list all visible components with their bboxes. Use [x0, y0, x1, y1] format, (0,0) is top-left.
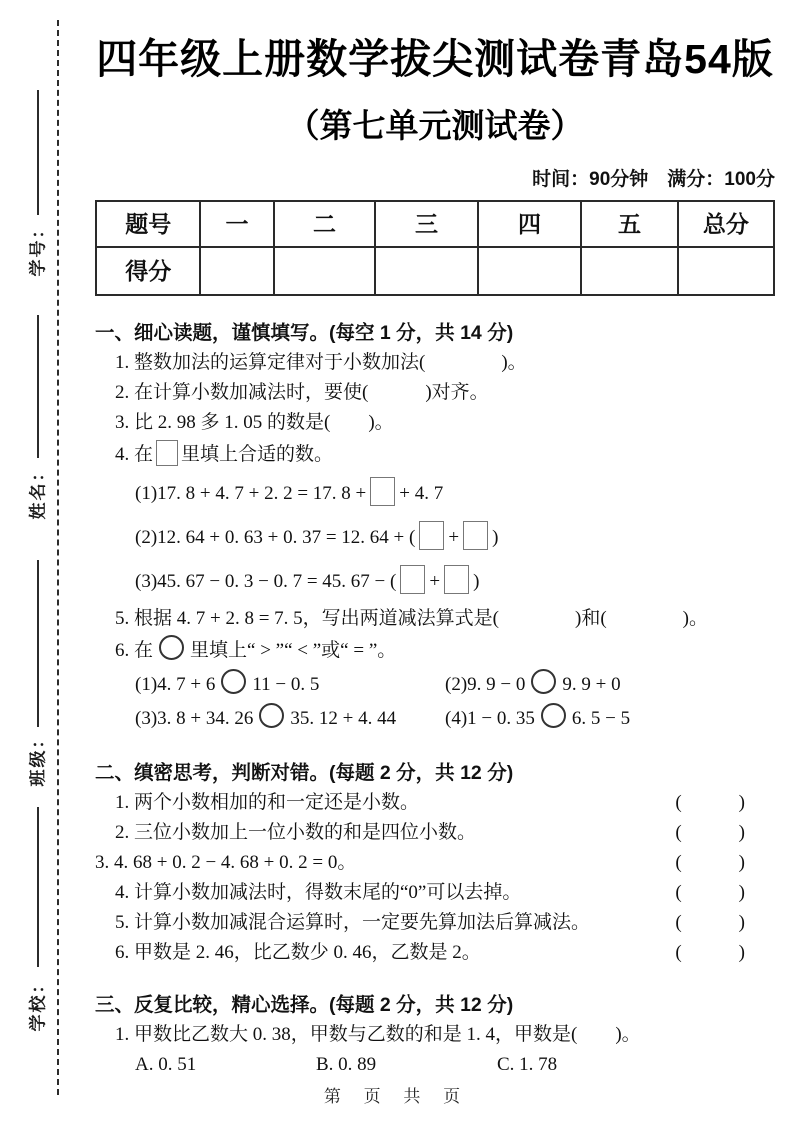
- fill-question-3: 3. 比 2. 98 多 1. 05 的数是( )。: [115, 412, 394, 433]
- score-table-col-5: 五: [581, 201, 677, 247]
- score-table-value-row: [96, 247, 774, 295]
- choice-question-1: 1. 甲数比乙数大 0. 38，甲数与乙数的和是 1. 4，甲数是( )。: [115, 1024, 641, 1045]
- comparison-circle-icon: [221, 669, 246, 694]
- section-choice-heading: 三、反复比较，精心选择。(每题 2 分，共 12 分): [95, 994, 514, 1016]
- footer-page-number: 第 页 共 页: [323, 1087, 470, 1106]
- answer-box-icon: [463, 521, 488, 550]
- equation-text: ): [473, 571, 480, 592]
- judge-item-text: 1. 两个小数相加的和一定还是小数。: [115, 792, 420, 813]
- option-b: B. 0. 89: [316, 1054, 377, 1075]
- equation-text: (2)9. 9 − 0: [445, 674, 526, 695]
- judge-item-5: [95, 908, 775, 938]
- student-name-fill-line: [37, 315, 39, 458]
- fill-question-4-stem: [95, 438, 775, 472]
- equation-text: +: [429, 571, 441, 592]
- judge-answer-blank: ( ): [675, 942, 745, 963]
- main-content: [95, 0, 775, 1080]
- option-a: A. 0. 51: [135, 1054, 197, 1075]
- equation-text: (3)45. 67 − 0. 3 − 0. 7 = 45. 67 − (: [135, 571, 397, 592]
- score-cell-5: [581, 247, 677, 295]
- judge-item-text: 6. 甲数是 2. 46，比乙数少 0. 46，乙数是 2。: [115, 942, 481, 963]
- judge-item-text: 4. 计算小数加减法时，得数末尾的“0”可以去掉。: [115, 882, 522, 903]
- judge-item-text: 2. 三位小数加上一位小数的和是四位小数。: [115, 822, 477, 843]
- score-table: [95, 200, 775, 296]
- judge-item-3: [95, 848, 775, 878]
- judge-answer-blank: ( ): [675, 882, 745, 903]
- school-label: 学校：: [28, 974, 47, 1032]
- equation-text: (2)12. 64 + 0. 63 + 0. 37 = 12. 64 + (: [135, 527, 416, 548]
- score-table-col-4: 四: [478, 201, 582, 247]
- score-table-col-2: 二: [274, 201, 376, 247]
- score-table-col-1: 一: [200, 201, 273, 247]
- fill-question-1: 1. 整数加法的运算定律对于小数加法( )。: [115, 352, 527, 373]
- fill-question-4-item-1: [95, 472, 775, 516]
- answer-box-icon: [156, 440, 178, 466]
- dashed-cut-line: [57, 20, 59, 1095]
- equation-text: + 4. 7: [399, 483, 444, 504]
- class-label-wrap: [10, 731, 66, 785]
- exam-info: 时间：90分钟 满分：100分: [532, 169, 775, 190]
- equation-text: +: [448, 527, 460, 548]
- score-row-label: 得分: [96, 247, 200, 295]
- score-table-corner: 题号: [96, 201, 200, 247]
- fill-question-6-stem-pre: 6. 在: [115, 640, 154, 661]
- class-fill-line: [37, 560, 39, 727]
- comparison-circle-icon: [531, 669, 556, 694]
- fill-question-6-item-2: [445, 668, 621, 702]
- equation-text: 11 − 0. 5: [252, 674, 320, 695]
- judge-item-6: [95, 938, 775, 968]
- judge-item-text: 3. 4. 68 + 0. 2 − 4. 68 + 0. 2 = 0。: [95, 852, 357, 873]
- score-cell-total: [678, 247, 774, 295]
- score-cell-2: [274, 247, 376, 295]
- option-c: C. 1. 78: [497, 1054, 558, 1075]
- fill-question-6-item-1: [135, 668, 445, 702]
- score-cell-4: [478, 247, 582, 295]
- equation-text: (1)17. 8 + 4. 7 + 2. 2 = 17. 8 +: [135, 483, 367, 504]
- comparison-circle-icon: [159, 635, 184, 660]
- equation-text: (4)1 − 0. 35: [445, 708, 535, 729]
- score-table-col-total: 总分: [678, 201, 774, 247]
- student-name-label: 姓名：: [28, 462, 47, 520]
- judge-item-text: 5. 计算小数加减混合运算时，一定要先算加法后算减法。: [115, 912, 591, 933]
- section-fill-heading: 一、细心读题，谨慎填写。(每空 1 分，共 14 分): [95, 322, 514, 344]
- answer-box-icon: [400, 565, 425, 594]
- choice-question-1-options: [95, 1050, 775, 1080]
- answer-box-icon: [370, 477, 395, 506]
- fill-question-4-stem-pre: 4. 在: [115, 444, 154, 465]
- fill-question-6-stem-post: 里填上“ > ”“ < ”或“ = ”。: [190, 640, 397, 661]
- fill-question-4-item-3: [95, 560, 775, 604]
- page-title: 四年级上册数学拔尖测试卷青岛54版: [96, 36, 774, 82]
- fill-question-6-item-3: [135, 702, 445, 736]
- judge-answer-blank: ( ): [675, 912, 745, 933]
- answer-box-icon: [419, 521, 444, 550]
- score-table-header-row: [96, 201, 774, 247]
- fill-question-6-row-1: [95, 668, 775, 702]
- school-label-wrap: [10, 975, 66, 1031]
- fill-question-6-stem: [95, 634, 775, 668]
- score-cell-1: [200, 247, 273, 295]
- equation-text: (3)3. 8 + 34. 26: [135, 708, 254, 729]
- equation-text: ): [492, 527, 499, 548]
- judge-answer-blank: ( ): [675, 852, 745, 873]
- judge-item-2: [95, 818, 775, 848]
- score-cell-3: [375, 247, 477, 295]
- fill-question-6-row-2: [95, 702, 775, 736]
- student-name-label-wrap: [10, 462, 66, 520]
- school-fill-line: [37, 807, 39, 967]
- fill-question-2: 2. 在计算小数加减法时，要使( )对齐。: [115, 382, 489, 403]
- fill-question-6-item-4: [445, 702, 630, 736]
- comparison-circle-icon: [259, 703, 284, 728]
- student-id-label: 学号：: [28, 219, 47, 277]
- equation-text: 6. 5 − 5: [571, 708, 631, 729]
- judge-item-1: [95, 788, 775, 818]
- student-id-label-wrap: [10, 219, 66, 277]
- fill-question-4-stem-post: 里填上合适的数。: [181, 444, 334, 465]
- fill-question-4-item-2: [95, 516, 775, 560]
- score-table-col-3: 三: [375, 201, 477, 247]
- student-id-fill-line: [37, 90, 39, 215]
- class-label: 班级：: [28, 729, 47, 787]
- equation-text: 9. 9 + 0: [562, 674, 621, 695]
- equation-text: 35. 12 + 4. 44: [290, 708, 397, 729]
- answer-box-icon: [444, 565, 469, 594]
- judge-answer-blank: ( ): [675, 792, 745, 813]
- equation-text: (1)4. 7 + 6: [135, 674, 216, 695]
- judge-item-4: [95, 878, 775, 908]
- fill-question-5: 5. 根据 4. 7 + 2. 8 = 7. 5，写出两道减法算式是( )和( )。: [115, 608, 708, 629]
- judge-answer-blank: ( ): [675, 822, 745, 843]
- section-judge-heading: 二、缜密思考，判断对错。(每题 2 分，共 12 分): [95, 762, 514, 784]
- comparison-circle-icon: [541, 703, 566, 728]
- page-subtitle: （第七单元测试卷）: [286, 107, 584, 144]
